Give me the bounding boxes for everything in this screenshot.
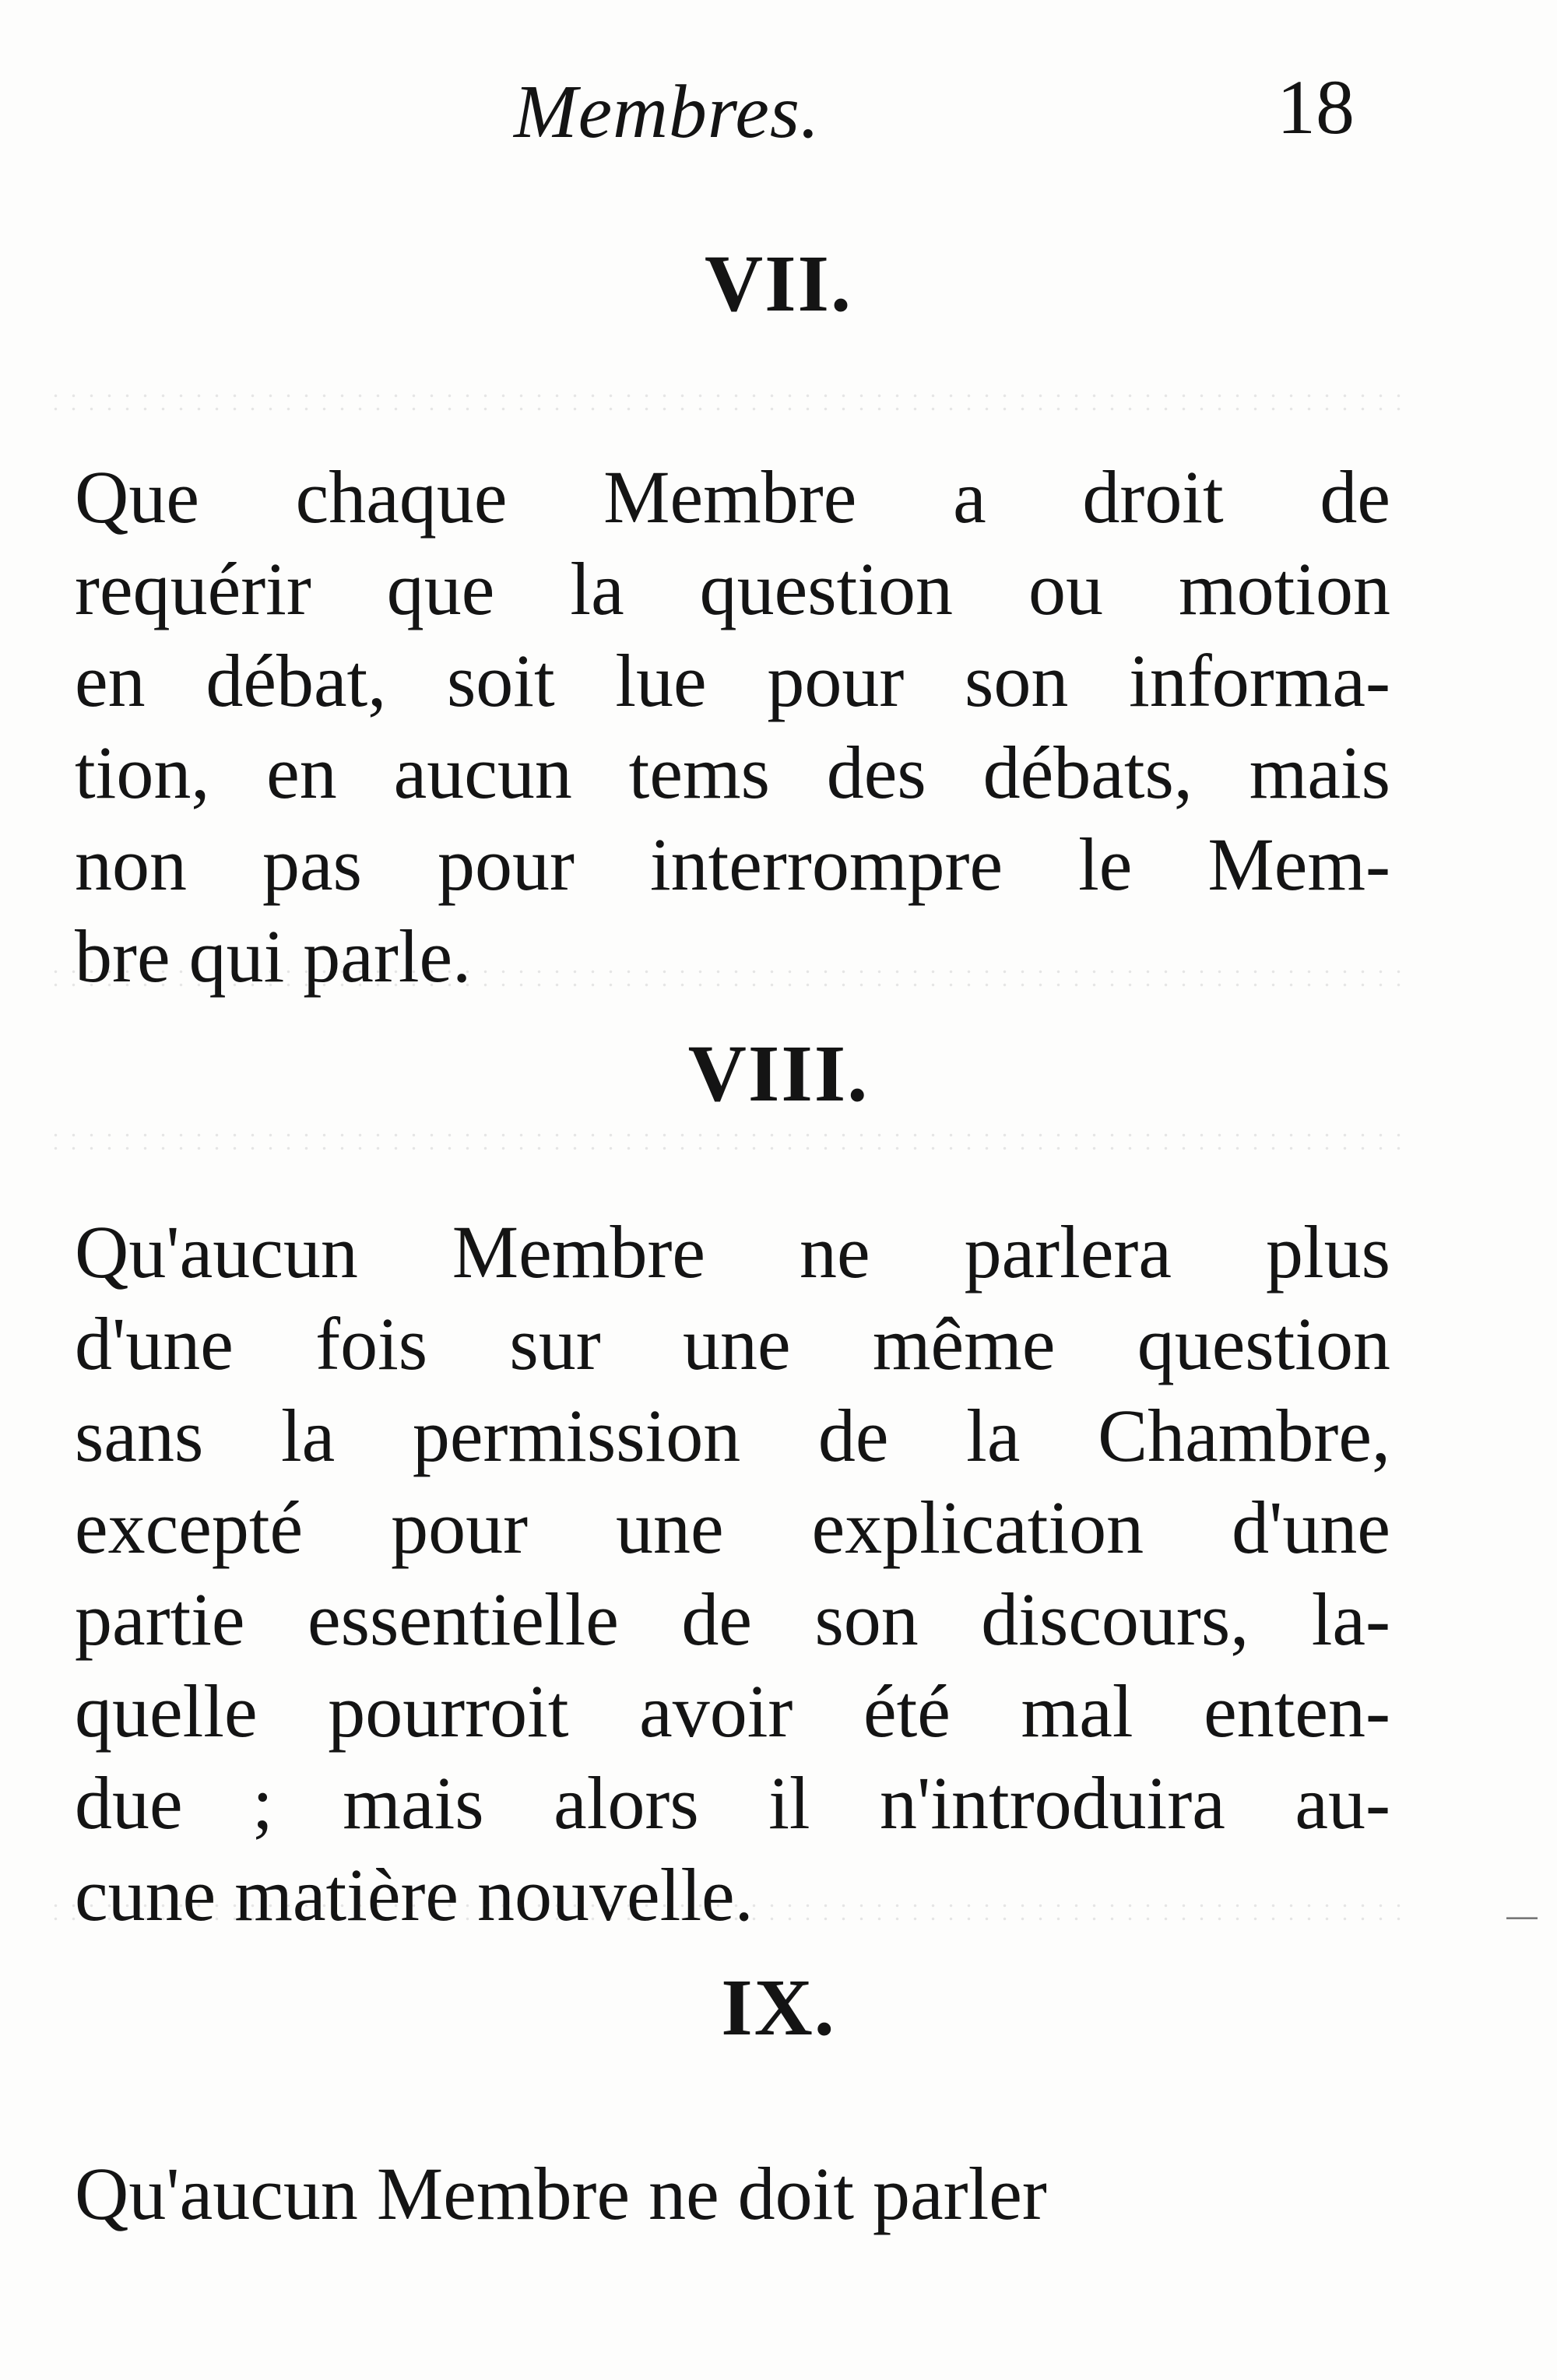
text-line: sans la permission de la Chambre, [75, 1394, 1390, 1477]
text-line: partie essentielle de son discours, la- [75, 1578, 1390, 1661]
text-line: requérir que la question ou motion [75, 547, 1390, 630]
text-line: quelle pourroit avoir été mal enten- [75, 1669, 1390, 1753]
text-line: cune matière nouvelle. [75, 1853, 754, 1936]
text-line: excepté pour une explication d'une [75, 1486, 1390, 1569]
running-head [0, 54, 1557, 163]
bleed-through-texture [47, 389, 1401, 420]
text-line: d'une fois sur une même question [75, 1302, 1390, 1385]
bleed-through-texture [47, 1899, 1401, 1930]
text-line: tion, en aucun tems des débats, mais [75, 731, 1390, 814]
text-line: en débat, soit lue pour son informa- [75, 639, 1390, 722]
text-line: Qu'aucun Membre ne parlera plus [75, 1210, 1390, 1294]
margin-mark: — [1506, 1899, 1538, 1933]
bleed-through-texture [47, 1129, 1401, 1160]
section-heading-vii: VII. [704, 239, 853, 328]
article-ix-paragraph [75, 2148, 1390, 2240]
running-title: Membres. [514, 70, 821, 154]
section-heading-viii: VIII. [687, 1029, 870, 1118]
text-line: due ; mais alors il n'introduira au- [75, 1761, 1390, 1845]
text-line: Qu'aucun Membre ne doit parler [75, 2152, 1047, 2235]
bleed-through-texture [47, 965, 1401, 996]
text-line: non pas pour interrompre le Mem- [75, 823, 1390, 906]
page-number: 18 [1277, 64, 1355, 150]
text-line: Que chaque Membre a droit de [75, 455, 1390, 539]
article-vii-paragraph [75, 451, 1390, 1002]
text-line: bre qui parle. [75, 914, 472, 998]
article-viii-paragraph [75, 1206, 1390, 1941]
section-heading-ix: IX. [721, 1963, 836, 2052]
